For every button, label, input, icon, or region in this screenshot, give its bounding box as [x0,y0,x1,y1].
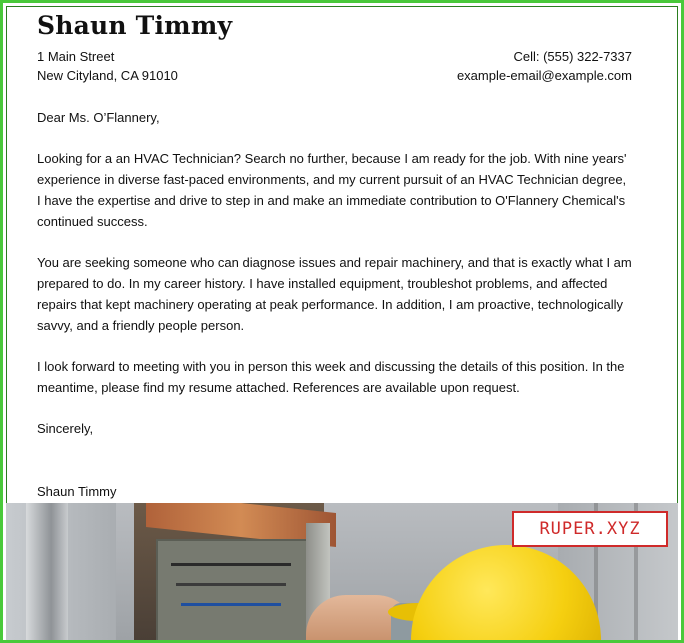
watermark-text: RUPER.XYZ [539,519,641,539]
wire [171,563,291,566]
signature: Shaun Timmy [37,484,117,499]
address-line-2: New Cityland, CA 91010 [37,68,178,83]
contact-block [37,47,632,85]
closing: Sincerely, [37,421,94,436]
wire [176,583,286,586]
paragraph-3: I look forward to meeting with you in person this week and discussing the details of this position. In the meantime, please find my resume attached. References are available upon request. [37,359,625,395]
hvac-technician-photo [6,503,678,640]
paragraph-1: Looking for a an HVAC Technician? Search no further, because I am ready for the job. With nine years' experience in diverse fast-paced environments, and my current pursuit of an HVAC Technician degree, I have the expertise and drive to step in and make an immediate contribution to O'Flannery Chemical's continued success. [37,151,627,229]
cover-letter [37,11,632,502]
paragraph-2: You are seeking someone who can diagnose issues and repair machinery, and that is exactly what I am prepared to do. In my career history. I have installed equipment, troubleshot problems, and affected repairs that kept machinery operating at peak performance. In addition, I am proactive, technologically savvy, and a friendly people person. [37,255,632,333]
address-block [37,47,178,85]
salutation: Dear Ms. O’Flannery, [37,110,160,125]
wire [181,603,281,606]
pipe [26,503,68,640]
sender-name: Shaun Timmy [37,11,233,40]
phone-email-block [457,47,632,85]
wiring-panel [156,539,330,640]
phone-number: Cell: (555) 322-7337 [513,49,632,64]
watermark-badge [512,511,668,547]
address-line-1: 1 Main Street [37,49,115,64]
letter-body [37,107,632,502]
email-address: example-email@example.com [456,68,632,83]
